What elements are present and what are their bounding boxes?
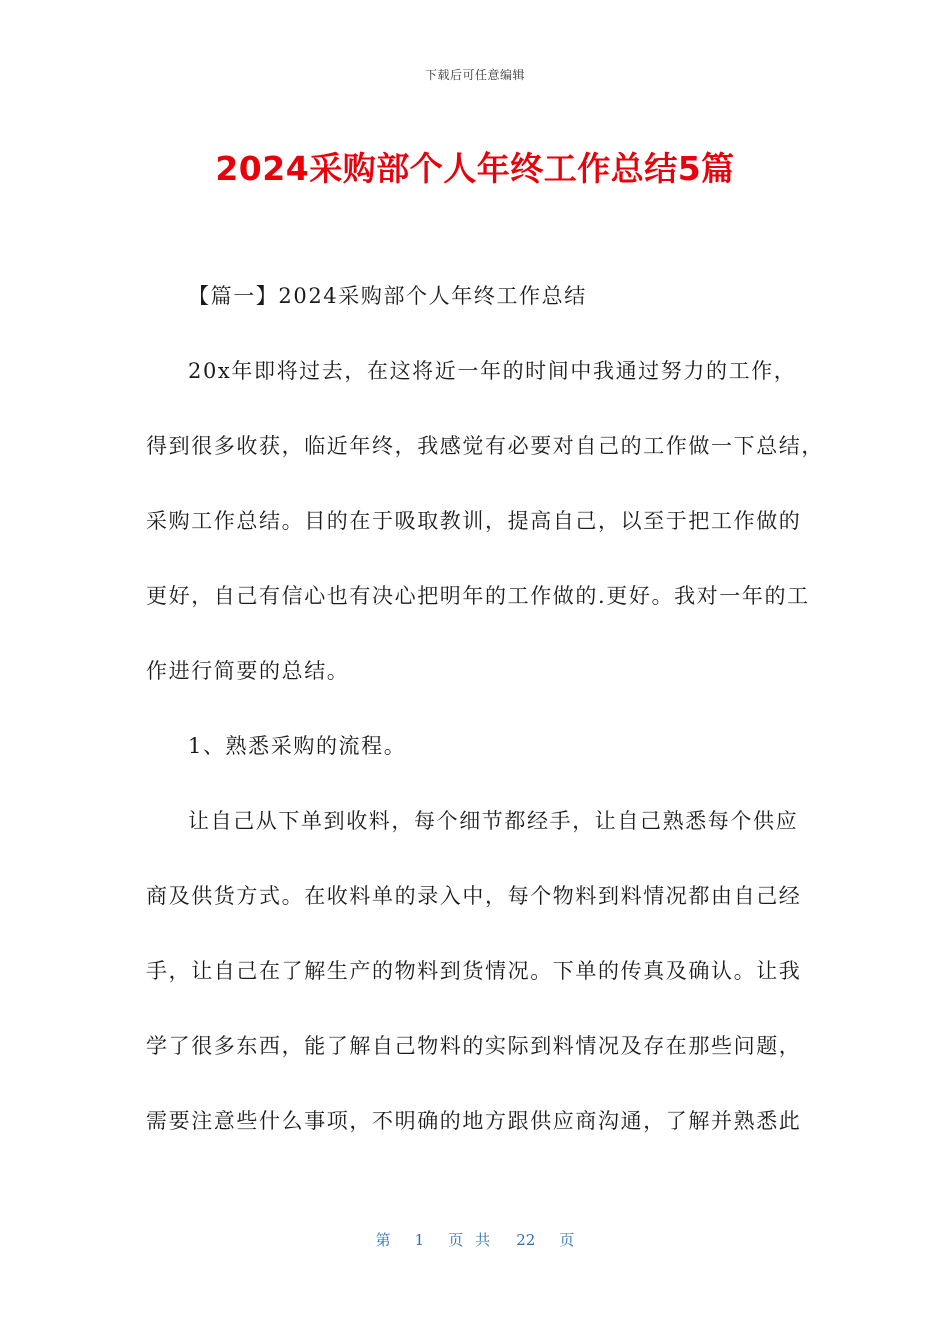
paragraph-line: 学了很多东西，能了解自己物料的实际到料情况及存在那些问题， xyxy=(146,1034,802,1058)
paragraph-line: 需要注意些什么事项，不明确的地方跟供应商沟通，了解并熟悉此 xyxy=(146,1109,802,1133)
paragraph-line: 商及供货方式。在收料单的录入中，每个物料到料情况都由自己经 xyxy=(146,884,802,908)
paragraph-line: 20x年即将过去，在这将近一年的时间中我通过努力的工作， xyxy=(188,359,797,383)
document-body xyxy=(146,259,806,334)
paragraph-line: 让自己从下单到收料，每个细节都经手，让自己熟悉每个供应 xyxy=(188,809,799,833)
paragraph-line: 手，让自己在了解生产的物料到货情况。下单的传真及确认。让我 xyxy=(146,959,802,983)
current-page-number: 1 xyxy=(414,1231,425,1249)
section-heading: 【篇一】2024采购部个人年终工作总结 xyxy=(188,284,587,308)
header-note: 下载后可任意编辑 xyxy=(424,68,525,82)
paragraph-line: 采购工作总结。目的在于吸取教训，提高自己，以至于把工作做的 xyxy=(146,509,802,533)
page-label-prefix: 第 xyxy=(375,1231,391,1249)
document-title: 2024采购部个人年终工作总结5篇 xyxy=(215,149,735,188)
paragraph-line: 更好，自己有信心也有决心把明年的工作做的.更好。我对一年的工 xyxy=(146,584,810,608)
paragraph-line: 得到很多收获，临近年终，我感觉有必要对自己的工作做一下总结， xyxy=(146,434,824,458)
page-label-suffix: 页 xyxy=(559,1231,575,1249)
page-label-mid: 页共 xyxy=(448,1231,503,1249)
paragraph-line: 作进行简要的总结。 xyxy=(146,659,350,683)
document-body-paragraphs xyxy=(146,334,824,1159)
total-pages-number: 22 xyxy=(516,1231,536,1249)
list-item-heading: 1、熟悉采购的流程。 xyxy=(188,734,407,758)
page-footer xyxy=(0,1229,950,1250)
